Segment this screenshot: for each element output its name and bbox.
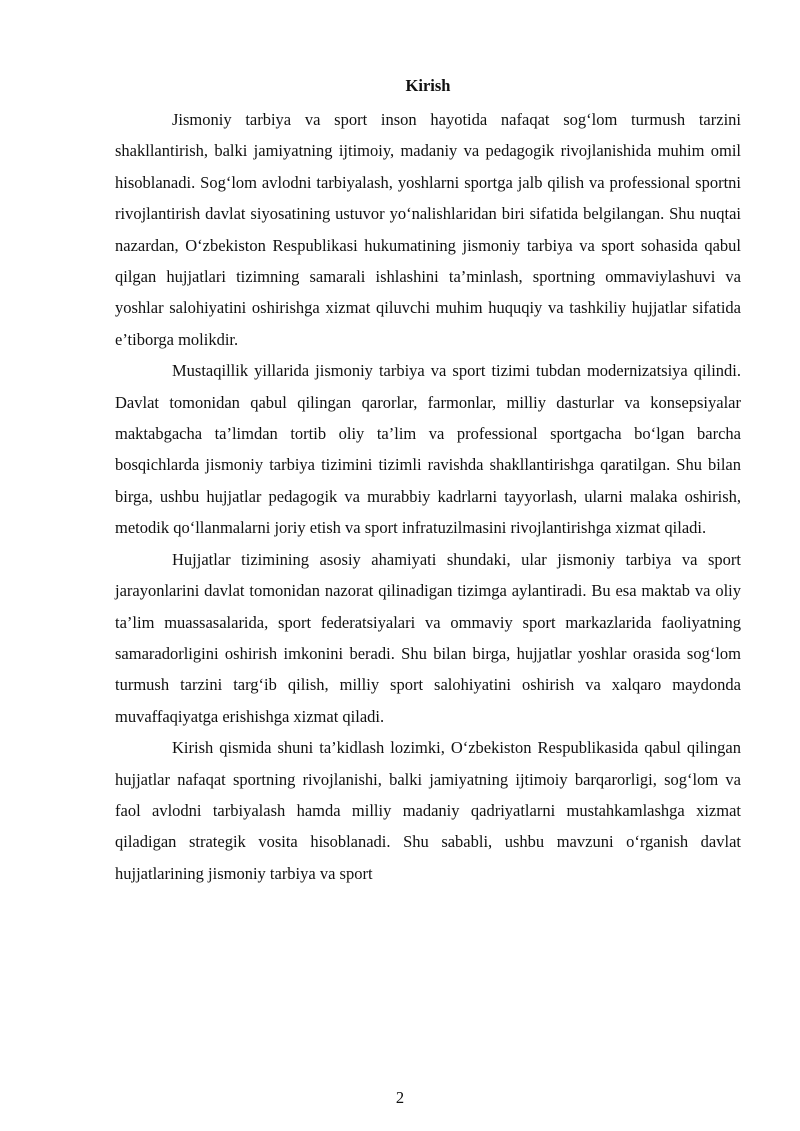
document-page	[115, 74, 741, 889]
paragraph-1: Jismoniy tarbiya va sport inson hayotida nafaqat sog‘lom turmush tarzini shakllantirish, balki jamiyatning ijtimoiy, madaniy va pedagogik rivojlanishida muhim omil hisoblanadi. Sog‘lom avlodni tarbiyalash, yoshlarni sportga jalb qilish va professional sportni rivojlantirish davlat siyosatining ustuvor yo‘nalishlaridan biri sifatida belgilangan. Shu nuqtai nazardan, O‘zbekiston Respublikasi hukumatining jismoniy tarbiya va sport sohasida qabul qilgan hujjatlari tizimning samarali ishlashini ta’minlash, sportning ommaviylashuvi va yoshlar salohiyatini oshirishga xizmat qiluvchi muhim huquqiy va tashkiliy hujjatlar sifatida e’tiborga molikdir.	[115, 110, 741, 349]
page-number: 2	[395, 1088, 405, 1107]
paragraph-2: Mustaqillik yillarida jismoniy tarbiya va sport tizimi tubdan modernizatsiya qilindi. Davlat tomonidan qabul qilingan qarorlar, farmonlar, milliy dasturlar va konsepsiyalar maktabgacha ta’limdan tortib oliy ta’lim va professional sportgacha bo‘lgan barcha bosqichlarda jismoniy tarbiya tizimini tizimli ravishda shakllantirishga qaratilgan. Shu bilan birga, ushbu hujjatlar pedagogik va murabbiy kadrlarni tayyorlash, ularni malaka oshirish, metodik qo‘llanmalarni joriy etish va sport infratuzilmasini rivojlantirishga xizmat qiladi.	[115, 361, 741, 538]
paragraph-3: Hujjatlar tizimining asosiy ahamiyati shundaki, ular jismoniy tarbiya va sport jarayonlarini davlat tomonidan nazorat qilinadigan tizimga aylantiradi. Bu esa maktab va oliy ta’lim muassasalarida, sport federatsiyalari va ommaviy sport markazlarida faoliyatning samaradorligini oshirish imkonini beradi. Shu bilan birga, hujjatlar yoshlar orasida sog‘lom turmush tarzini targ‘ib qilish, milliy sport salohiyatini oshirish va xalqaro maydonda muvaffaqiyatga erishishga xizmat qiladi.	[115, 549, 741, 726]
paragraph-4: Kirish qismida shuni ta’kidlash lozimki, O‘zbekiston Respublikasida qabul qilingan hujjatlar nafaqat sportning rivojlanishi, balki jamiyatning ijtimoiy barqarorligi, sog‘lom va faol avlodni tarbiyalash hamda milliy madaniy qadriyatlarni mustahkamlashga xizmat qiladigan strategik vosita hisoblanadi. Shu sababli, ushbu mavzuni o‘rganish davlat hujjatlarining jismoniy tarbiya va sport	[115, 738, 741, 883]
section-title: Kirish	[405, 76, 451, 95]
